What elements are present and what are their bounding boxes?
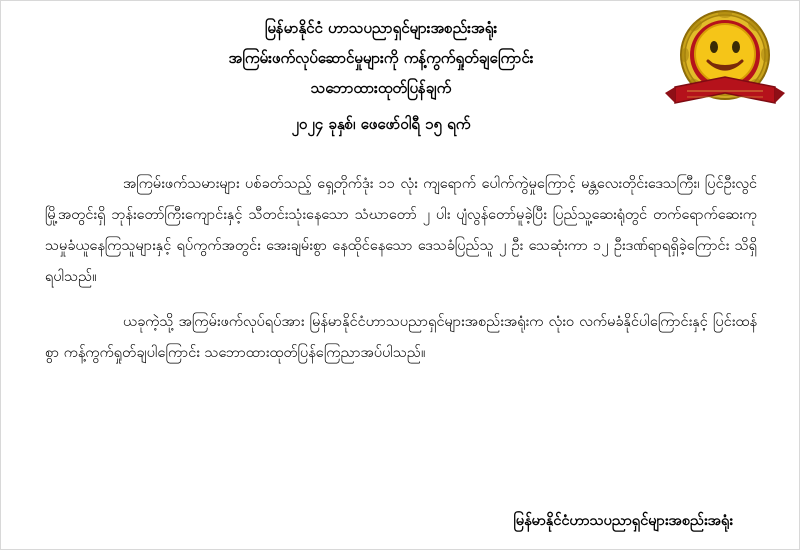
document-title-block <box>1 13 761 139</box>
page-title-line-1: မြန်မာနိုင်ငံ ဟာသပညာရှင်များအစည်းအရုံး <box>264 19 498 37</box>
document-date: ၂၀၂၄ ခုနှစ်၊ ဖေဖော်ဝါရီ ၁၅ ရက် <box>291 115 471 133</box>
page-title-line-2: အကြမ်းဖက်လုပ်ဆောင်မှုများကို ကန့်ကွက်ရှုတ်ချကြောင်း <box>228 49 534 67</box>
page-title-line-3: သဘောထားထုတ်ပြန်ချက် <box>310 79 452 97</box>
smiley-emblem-logo <box>663 7 787 117</box>
document-body <box>45 169 757 383</box>
document-signature: မြန်မာနိုင်ငံဟာသပညာရှင်များအစည်းအရုံး <box>513 513 733 529</box>
body-paragraph-2: ယခုကဲ့သို့ အကြမ်းဖက်လုပ်ရပ်အား မြန်မာနိုင်ငံဟာသပညာရှင်များအစည်းအရုံးက လုံး၀ လက်မခံနိုင်ပါကြောင်းနှင့် ပြင်းထန်စွာ ကန့်ကွက်ရှုတ်ချပါကြောင်း သဘောထားထုတ်ပြန်ကြေညာအပ်ပါသည်။ <box>45 314 757 361</box>
body-paragraph-1: အကြမ်းဖက်သမားများ ပစ်ခတ်သည့် ရှေ့တိုက်ဒုံး ၁၁ လုံး ကျရောက် ပေါက်ကွဲမှုကြောင့် မန္တလေးတိုင်းဒေသကြီး၊ ပြင်ဦးလွင်မြို့အတွင်းရှိ ဘုန်းတော်ကြီးကျောင်းနှင့် သီတင်းသုံးနေသော သံဃာတော် ၂ ပါး ပျံလွန်တော်မူခဲ့ပြီး ပြည်သူ့ဆေးရုံတွင် တက်ရောက်ဆေးကုသမှုခံယူနေကြသူများနှင့် ရပ်ကွက်အတွင်း အေးချမ်းစွာ နေထိုင်နေသော ဒေသခံပြည်သူ ၂ ဦး သေဆုံးကာ ၁၂ ဦးဒဏ်ရာရရှိခဲ့ကြောင်း သိရှိရပါသည်။ <box>45 176 757 285</box>
smiley-emblem-icon <box>663 7 787 117</box>
